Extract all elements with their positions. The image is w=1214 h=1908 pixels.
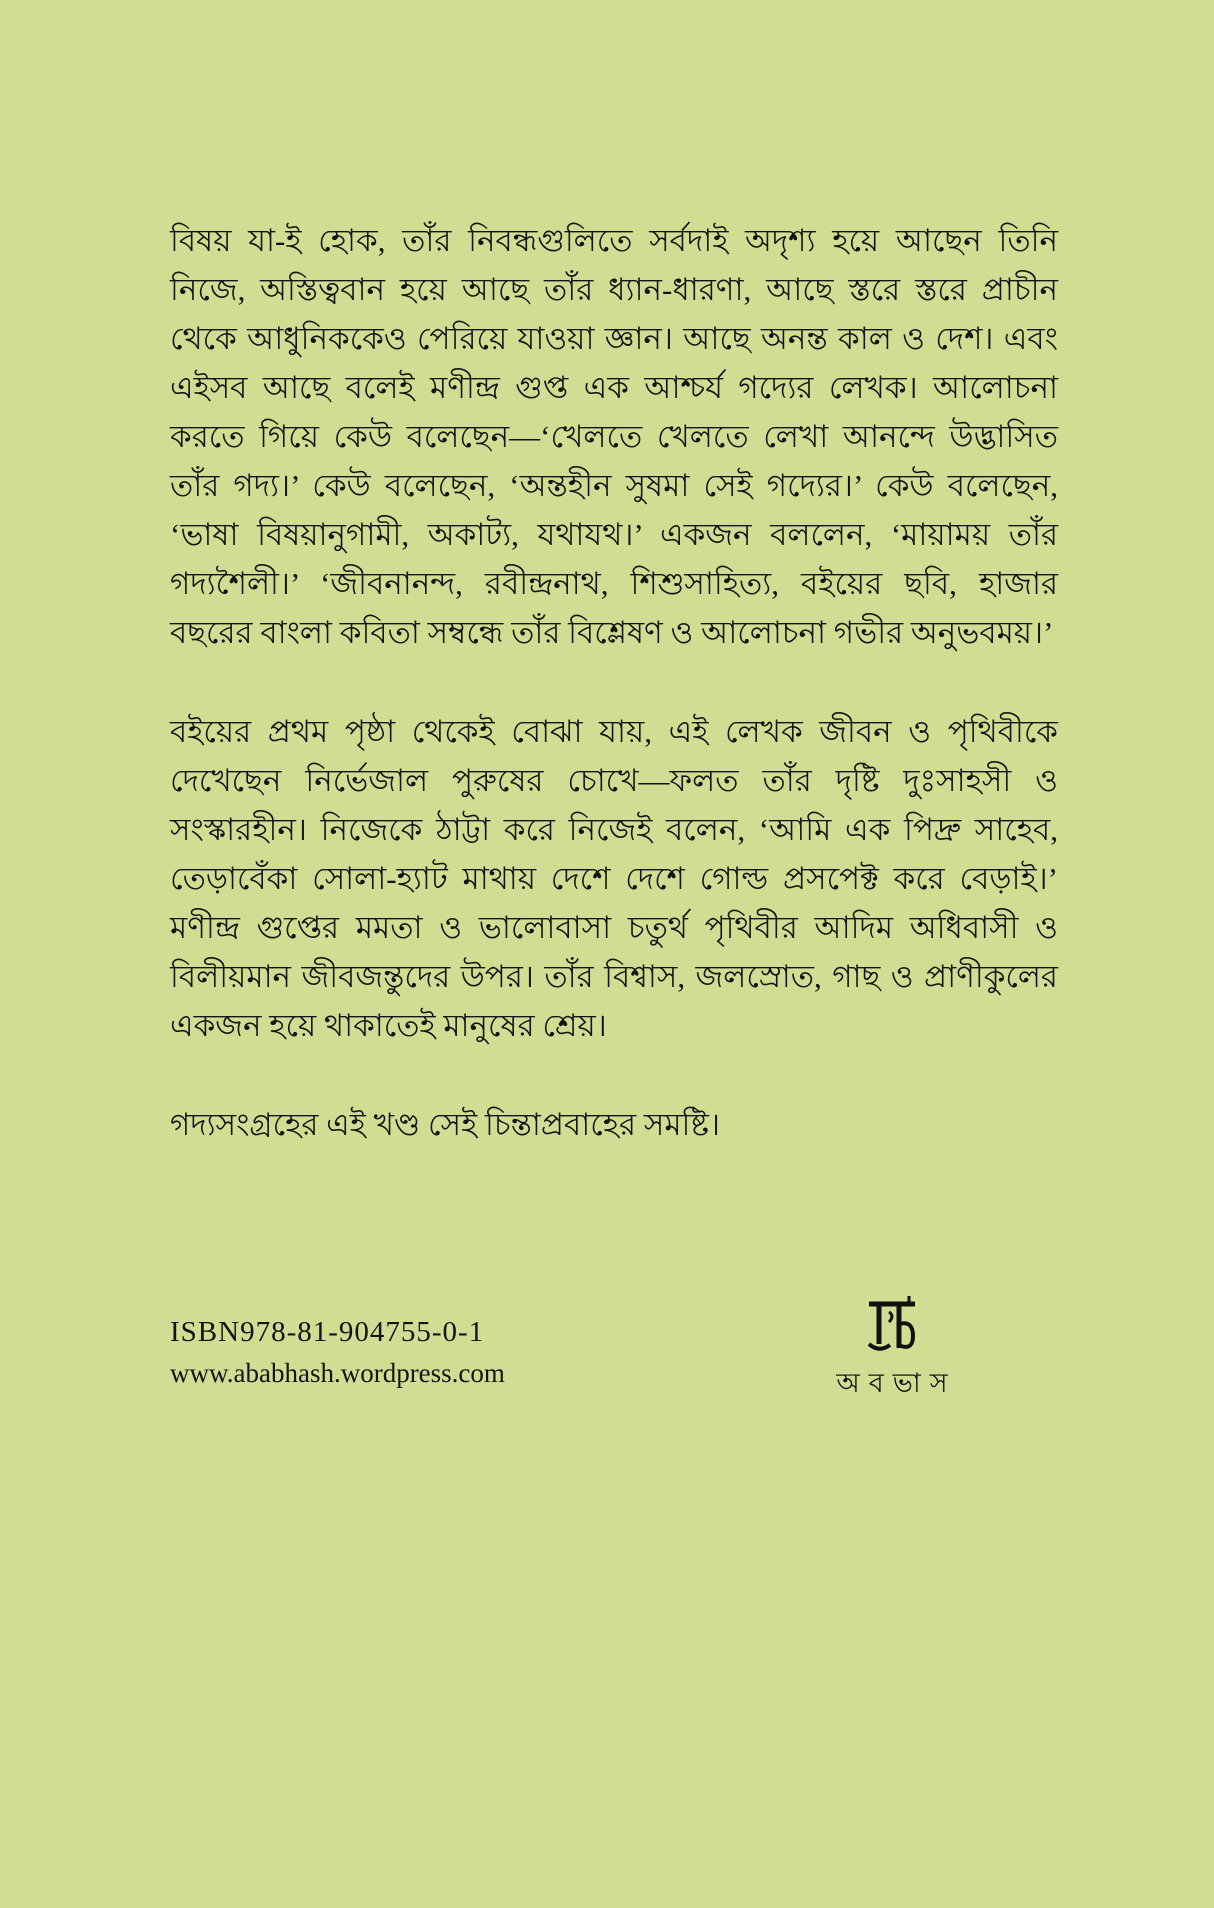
publisher-block bbox=[822, 1294, 962, 1408]
back-cover-blurb bbox=[170, 216, 1058, 1149]
isbn-number: ISBN978-81-904755-0-1 bbox=[170, 1316, 485, 1348]
blurb-paragraph-2: বইয়ের প্রথম পৃষ্ঠা থেকেই বোঝা যায়, এই লেখক জীবন ও পৃথিবীকে দেখেছেন নির্ভেজাল পুরুষের চোখে—ফলত তাঁর দৃষ্টি দুঃসাহসী ও সংস্কারহীন। নিজেকে ঠাট্টা করে নিজেই বলেন, ‘আমি এক পিদ্রু সাহেব, তেড়াবেঁকা সোলা-হ্যাট মাথায় দেশে দেশে গোল্ড প্রসপেক্ট করে বেড়াই।’ মণীন্দ্র গুপ্তের মমতা ও ভালোবাসা চতুর্থ পৃথিবীর আদিম অধিবাসী ও বিলীয়মান জীবজন্তুদের উপর। তাঁর বিশ্বাস, জলস্রোত, গাছ ও প্রাণীকুলের একজন হয়ে থাকাতেই মানুষের শ্রেয়। bbox=[170, 714, 1058, 1043]
website-url: www.ababhash.wordpress.com bbox=[170, 1358, 505, 1388]
publisher-name: অবভাস bbox=[836, 1368, 957, 1398]
blurb-paragraph-1: বিষয় যা-ই হোক, তাঁর নিবন্ধগুলিতে সর্বদাই অদৃশ্য হয়ে আছেন তিনি নিজে, অস্তিত্ববান হয়ে আছে তাঁর ধ্যান-ধারণা, আছে স্তরে স্তরে প্রাচীন থেকে আধুনিককেও পেরিয়ে যাওয়া জ্ঞান। আছে অনন্ত কাল ও দেশ। এবং এইসব আছে বলেই মণীন্দ্র গুপ্ত এক আশ্চর্য গদ্যের লেখক। আলোচনা করতে গিয়ে কেউ বলেছেন—‘খেলতে খেলতে লেখা আনন্দে উদ্ভাসিত তাঁর গদ্য।’ কেউ বলেছেন, ‘অন্তহীন সুষমা সেই গদ্যের।’ কেউ বলেছেন, ‘ভাষা বিষয়ানুগামী, অকাট্য, যথাযথ।’ একজন বললেন, ‘মায়াময় তাঁর গদ্যশৈলী।’ ‘জীবনানন্দ, রবীন্দ্রনাথ, শিশুসাহিত্য, বইয়ের ছবি, হাজার বছরের বাংলা কবিতা সম্বন্ধে তাঁর বিশ্লেষণ ও আলোচনা গভীর অনুভবময়।’ bbox=[170, 223, 1058, 650]
footer-left bbox=[170, 1314, 505, 1390]
blurb-paragraph-3: গদ্যসংগ্রহের এই খণ্ড সেই চিন্তাপ্রবাহের সমষ্টি। bbox=[170, 1107, 721, 1142]
publisher-logo-icon bbox=[865, 1294, 919, 1352]
